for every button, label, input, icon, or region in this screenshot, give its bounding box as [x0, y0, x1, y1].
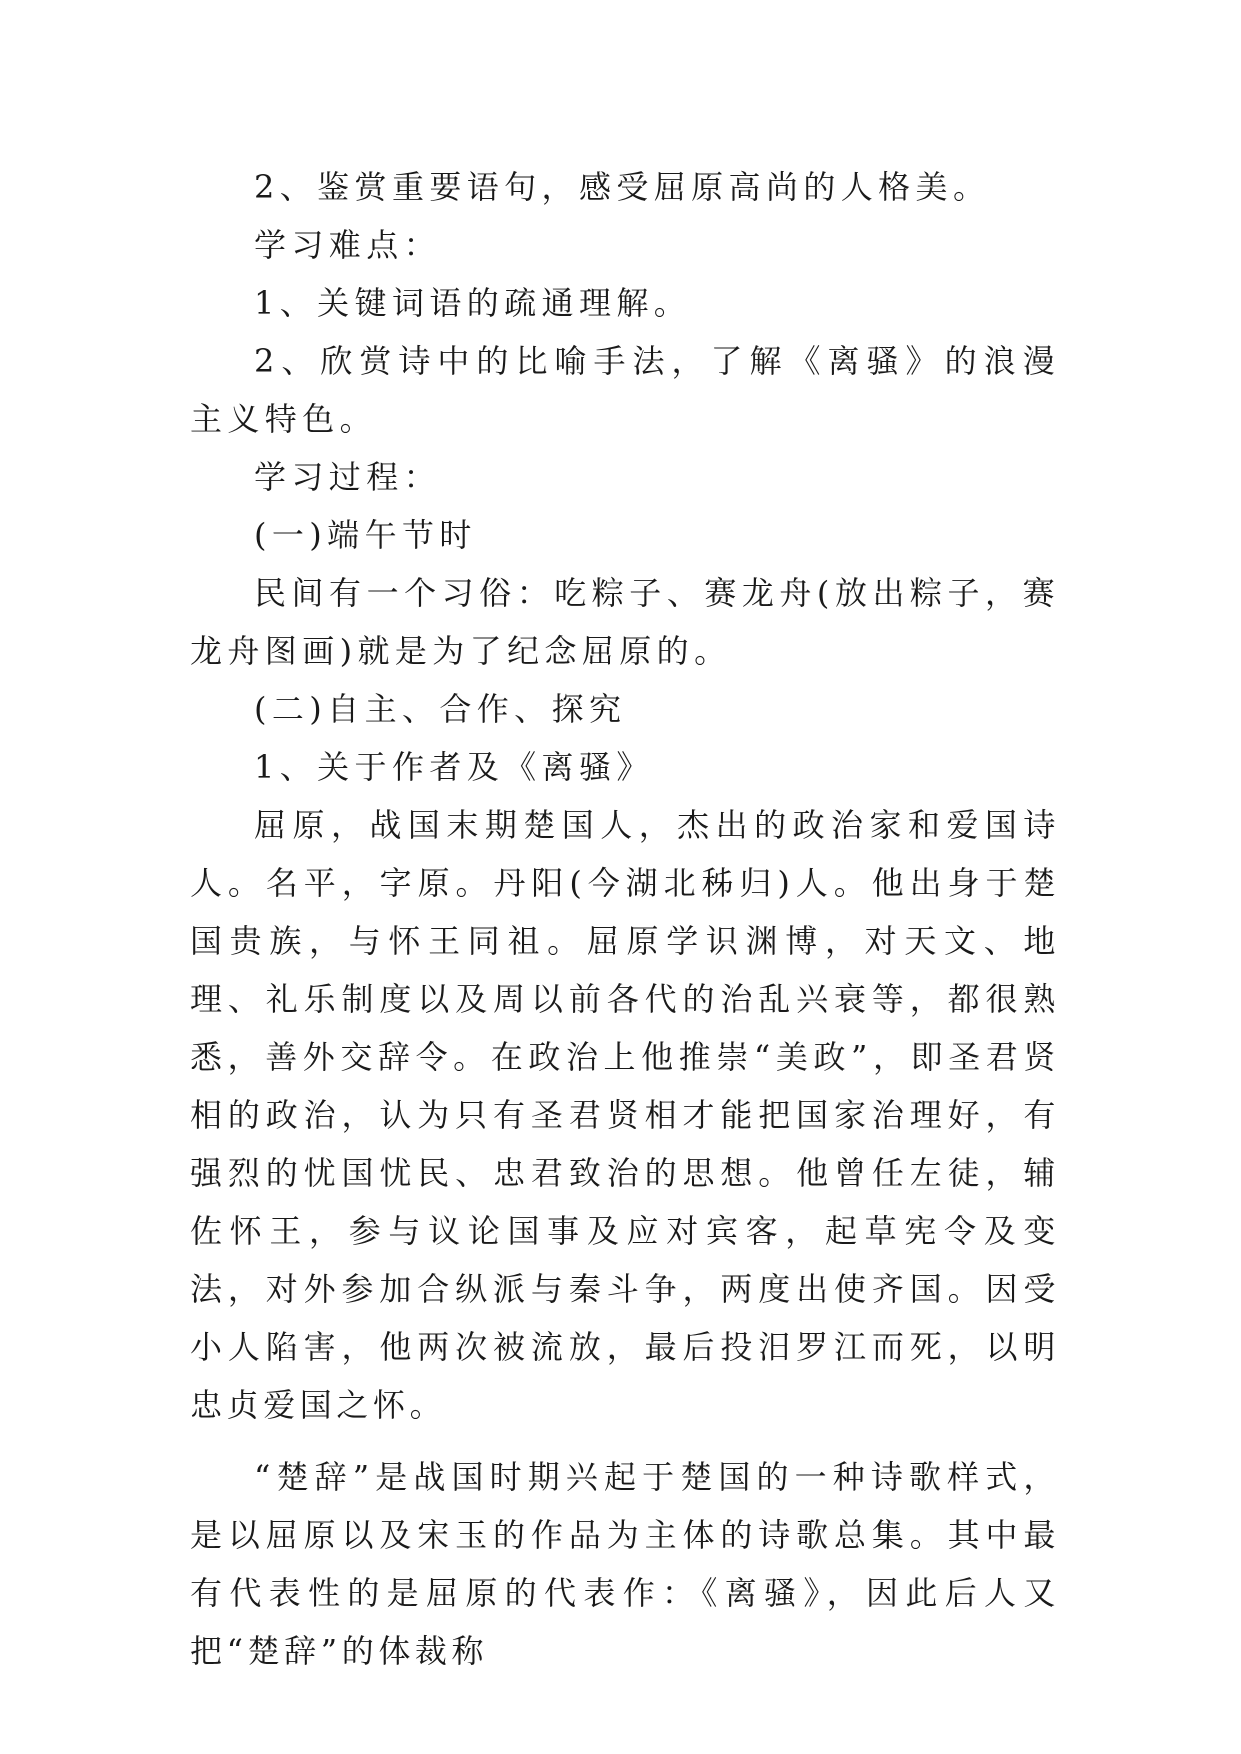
paragraph-chuci: “楚辞”是战国时期兴起于楚国的一种诗歌样式，是以屈原以及宋玉的作品为主体的诗歌总集。其中最有代表性的是屈原的代表作：《离骚》，因此后人又把“楚辞”的体裁称 — [190, 1458, 1060, 1670]
heading-process: 学习过程： — [254, 458, 442, 496]
heading-difficulties: 学习难点： — [254, 226, 442, 264]
heading-author: 1、关于作者及《离骚》 — [254, 748, 654, 786]
paragraph-difficulty-2: 2、欣赏诗中的比喻手法，了解《离骚》的浪漫主义特色。 — [190, 342, 1060, 438]
paragraph-biography: 屈原，战国末期楚国人，杰出的政治家和爱国诗人。名平，字原。丹阳(今湖北秭归)人。他出身于楚国贵族，与怀王同祖。屈原学识渊博，对天文、地理、礼乐制度以及周以前各代的治乱兴衰等，都很熟悉，善外交辞令。在政治上他推崇“美政”，即圣君贤相的政治，认为只有圣君贤相才能把国家治理好，有强烈的忧国忧民、忠君致治的思想。他曾任左徒，辅佐怀王，参与议论国事及应对宾客，起草宪令及变法，对外参加合纵派与秦斗争，两度出使齐国。因受小人陷害，他两次被流放，最后投汨罗江而死，以明忠贞爱国之怀。 — [190, 806, 1060, 1424]
document-page — [190, 158, 1060, 1680]
heading-section-1: (一)端午节时 — [254, 516, 477, 554]
paragraph-difficulty-1: 1、关键词语的疏通理解。 — [254, 284, 692, 322]
paragraph-custom: 民间有一个习俗：吃粽子、赛龙舟(放出粽子，赛龙舟图画)就是为了纪念屈原的。 — [190, 574, 1060, 670]
paragraph-objective-2: 2、鉴赏重要语句，感受屈原高尚的人格美。 — [254, 168, 991, 206]
heading-section-2: (二)自主、合作、探究 — [254, 690, 627, 728]
